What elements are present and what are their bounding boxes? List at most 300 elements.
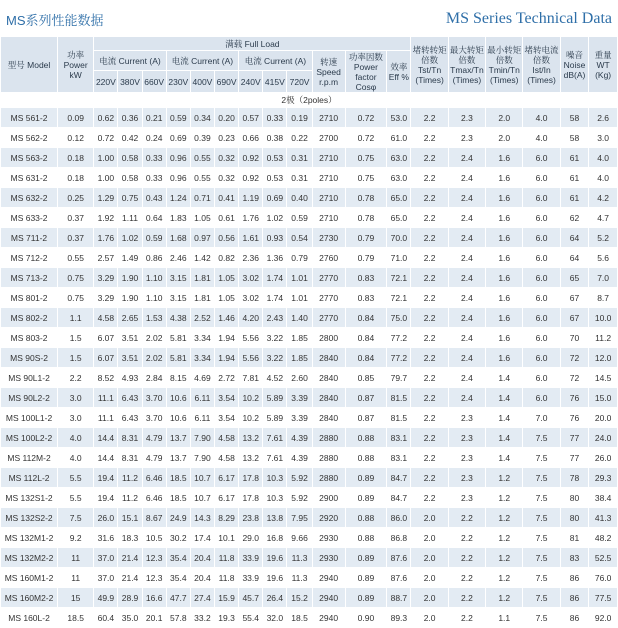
value-cell: 0.41 bbox=[215, 188, 239, 208]
value-cell: 2.3 bbox=[448, 468, 485, 488]
value-cell: 0.96 bbox=[166, 168, 190, 188]
header-tmax: 最大转矩 倍数 Tmax/Tn (Times) bbox=[448, 37, 485, 93]
value-cell: 6.0 bbox=[523, 368, 560, 388]
value-cell: 2.2 bbox=[411, 368, 448, 388]
value-cell: 83.1 bbox=[387, 428, 411, 448]
value-cell: 0.56 bbox=[215, 228, 239, 248]
value-cell: 1.2 bbox=[486, 548, 523, 568]
value-cell: 11.8 bbox=[215, 568, 239, 588]
value-cell: 84.7 bbox=[387, 488, 411, 508]
value-cell: 0.42 bbox=[118, 128, 142, 148]
value-cell: 0.53 bbox=[263, 168, 287, 188]
value-cell: 2880 bbox=[312, 428, 345, 448]
value-cell: 0.58 bbox=[118, 148, 142, 168]
value-cell: 2.3 bbox=[448, 448, 485, 468]
value-cell: 18.5 bbox=[58, 608, 94, 628]
table-row bbox=[1, 248, 618, 268]
value-cell: 1.81 bbox=[190, 288, 214, 308]
model-cell: MS 132M2-2 bbox=[1, 548, 58, 568]
value-cell: 14.5 bbox=[589, 368, 618, 388]
value-cell: 72 bbox=[560, 368, 589, 388]
value-cell: 6.0 bbox=[523, 188, 560, 208]
value-cell: 7.5 bbox=[523, 588, 560, 608]
value-cell: 2710 bbox=[312, 188, 345, 208]
value-cell: 8.52 bbox=[94, 368, 118, 388]
model-cell: MS 711-2 bbox=[1, 228, 58, 248]
value-cell: 2.46 bbox=[166, 248, 190, 268]
value-cell: 0.89 bbox=[345, 488, 387, 508]
value-cell: 11.3 bbox=[287, 568, 312, 588]
value-cell: 7.0 bbox=[589, 268, 618, 288]
value-cell: 45.7 bbox=[239, 588, 263, 608]
value-cell: 2.84 bbox=[142, 368, 166, 388]
value-cell: 2.2 bbox=[411, 348, 448, 368]
value-cell: 77.2 bbox=[387, 348, 411, 368]
value-cell: 11.8 bbox=[215, 548, 239, 568]
table-row bbox=[1, 288, 618, 308]
value-cell: 61 bbox=[560, 168, 589, 188]
value-cell: 1.05 bbox=[215, 288, 239, 308]
value-cell: 0.75 bbox=[345, 148, 387, 168]
value-cell: 0.69 bbox=[166, 128, 190, 148]
value-cell: 1.68 bbox=[166, 228, 190, 248]
table-row bbox=[1, 428, 618, 448]
value-cell: 2.2 bbox=[411, 288, 448, 308]
spec-table bbox=[0, 36, 618, 628]
model-cell: MS 801-2 bbox=[1, 288, 58, 308]
value-cell: 0.72 bbox=[345, 128, 387, 148]
value-cell: 11.2 bbox=[589, 328, 618, 348]
value-cell: 5.81 bbox=[166, 348, 190, 368]
value-cell: 13.2 bbox=[239, 428, 263, 448]
value-cell: 80 bbox=[560, 488, 589, 508]
value-cell: 24.9 bbox=[166, 508, 190, 528]
value-cell: 2.2 bbox=[448, 548, 485, 568]
value-cell: 0.79 bbox=[345, 248, 387, 268]
value-cell: 0.21 bbox=[142, 108, 166, 128]
value-cell: 7.5 bbox=[58, 508, 94, 528]
value-cell: 6.0 bbox=[523, 348, 560, 368]
value-cell: 2.2 bbox=[411, 428, 448, 448]
value-cell: 0.20 bbox=[215, 108, 239, 128]
value-cell: 2.0 bbox=[411, 528, 448, 548]
value-cell: 76 bbox=[560, 388, 589, 408]
value-cell: 2.2 bbox=[448, 588, 485, 608]
value-cell: 0.32 bbox=[215, 148, 239, 168]
value-cell: 0.58 bbox=[118, 168, 142, 188]
value-cell: 1.94 bbox=[215, 348, 239, 368]
header-tmin: 最小转矩 倍数 Tmin/Tn (Times) bbox=[486, 37, 523, 93]
value-cell: 2.2 bbox=[411, 468, 448, 488]
value-cell: 57.8 bbox=[166, 608, 190, 628]
value-cell: 5.92 bbox=[287, 488, 312, 508]
value-cell: 3.70 bbox=[142, 408, 166, 428]
value-cell: 58 bbox=[560, 108, 589, 128]
value-cell: 8.15 bbox=[166, 368, 190, 388]
header-voltage-220: 220V bbox=[94, 71, 118, 93]
value-cell: 0.33 bbox=[263, 108, 287, 128]
value-cell: 0.19 bbox=[287, 108, 312, 128]
value-cell: 1.29 bbox=[94, 188, 118, 208]
value-cell: 77 bbox=[560, 428, 589, 448]
header-voltage-690: 690V bbox=[215, 71, 239, 93]
value-cell: 2.02 bbox=[142, 328, 166, 348]
table-row bbox=[1, 368, 618, 388]
value-cell: 9.2 bbox=[58, 528, 94, 548]
value-cell: 14.4 bbox=[94, 428, 118, 448]
value-cell: 15.2 bbox=[287, 588, 312, 608]
value-cell: 2.2 bbox=[411, 208, 448, 228]
value-cell: 17.8 bbox=[239, 468, 263, 488]
value-cell: 2.72 bbox=[215, 368, 239, 388]
value-cell: 1.4 bbox=[486, 408, 523, 428]
value-cell: 1.5 bbox=[58, 348, 94, 368]
value-cell: 0.34 bbox=[190, 108, 214, 128]
model-cell: MS 160M1-2 bbox=[1, 568, 58, 588]
value-cell: 4.38 bbox=[166, 308, 190, 328]
value-cell: 2.3 bbox=[448, 428, 485, 448]
value-cell: 2880 bbox=[312, 448, 345, 468]
value-cell: 4.0 bbox=[589, 168, 618, 188]
header-noise: 噪音 Noise dB(A) bbox=[560, 37, 589, 93]
value-cell: 10.3 bbox=[263, 488, 287, 508]
value-cell: 2.4 bbox=[448, 248, 485, 268]
value-cell: 0.88 bbox=[345, 508, 387, 528]
value-cell: 2710 bbox=[312, 108, 345, 128]
value-cell: 3.51 bbox=[118, 348, 142, 368]
value-cell: 7.5 bbox=[523, 428, 560, 448]
value-cell: 0.54 bbox=[287, 228, 312, 248]
table-row bbox=[1, 388, 618, 408]
value-cell: 1.6 bbox=[486, 348, 523, 368]
value-cell: 2.0 bbox=[411, 588, 448, 608]
table-row bbox=[1, 528, 618, 548]
value-cell: 7.90 bbox=[190, 448, 214, 468]
value-cell: 1.4 bbox=[486, 388, 523, 408]
value-cell: 3.39 bbox=[287, 408, 312, 428]
value-cell: 1.2 bbox=[486, 528, 523, 548]
value-cell: 1.6 bbox=[486, 228, 523, 248]
value-cell: 3.02 bbox=[239, 288, 263, 308]
value-cell: 15.9 bbox=[215, 588, 239, 608]
table-row bbox=[1, 268, 618, 288]
value-cell: 2.43 bbox=[263, 308, 287, 328]
value-cell: 1.6 bbox=[486, 188, 523, 208]
value-cell: 63.0 bbox=[387, 168, 411, 188]
value-cell: 6.11 bbox=[190, 408, 214, 428]
value-cell: 0.78 bbox=[345, 208, 387, 228]
value-cell: 20.0 bbox=[589, 408, 618, 428]
value-cell: 86.0 bbox=[387, 508, 411, 528]
value-cell: 72.1 bbox=[387, 268, 411, 288]
model-cell: MS 112M-2 bbox=[1, 448, 58, 468]
value-cell: 0.89 bbox=[345, 468, 387, 488]
value-cell: 4.7 bbox=[589, 208, 618, 228]
value-cell: 11 bbox=[58, 568, 94, 588]
model-cell: MS 160L-2 bbox=[1, 608, 58, 628]
value-cell: 1.6 bbox=[486, 328, 523, 348]
value-cell: 1.6 bbox=[486, 208, 523, 228]
value-cell: 65.0 bbox=[387, 208, 411, 228]
value-cell: 4.39 bbox=[287, 448, 312, 468]
value-cell: 2.4 bbox=[448, 268, 485, 288]
table-row bbox=[1, 168, 618, 188]
value-cell: 13.7 bbox=[166, 448, 190, 468]
value-cell: 83 bbox=[560, 548, 589, 568]
value-cell: 1.94 bbox=[215, 328, 239, 348]
value-cell: 0.32 bbox=[215, 168, 239, 188]
value-cell: 2.0 bbox=[486, 108, 523, 128]
value-cell: 4.58 bbox=[215, 428, 239, 448]
value-cell: 10.3 bbox=[263, 468, 287, 488]
value-cell: 21.4 bbox=[118, 568, 142, 588]
value-cell: 61 bbox=[560, 188, 589, 208]
value-cell: 55.4 bbox=[239, 608, 263, 628]
value-cell: 0.72 bbox=[94, 128, 118, 148]
value-cell: 6.46 bbox=[142, 488, 166, 508]
value-cell: 86.8 bbox=[387, 528, 411, 548]
value-cell: 7.61 bbox=[263, 428, 287, 448]
value-cell: 77.5 bbox=[589, 588, 618, 608]
value-cell: 10.7 bbox=[190, 468, 214, 488]
value-cell: 87.6 bbox=[387, 548, 411, 568]
value-cell: 3.34 bbox=[190, 348, 214, 368]
value-cell: 11.2 bbox=[118, 468, 142, 488]
value-cell: 5.89 bbox=[263, 388, 287, 408]
value-cell: 29.3 bbox=[589, 468, 618, 488]
value-cell: 0.33 bbox=[142, 168, 166, 188]
value-cell: 1.42 bbox=[190, 248, 214, 268]
value-cell: 86 bbox=[560, 568, 589, 588]
value-cell: 0.62 bbox=[94, 108, 118, 128]
value-cell: 2.2 bbox=[448, 508, 485, 528]
value-cell: 6.11 bbox=[190, 388, 214, 408]
value-cell: 1.90 bbox=[118, 288, 142, 308]
value-cell: 1.00 bbox=[94, 168, 118, 188]
value-cell: 2700 bbox=[312, 128, 345, 148]
value-cell: 63.0 bbox=[387, 148, 411, 168]
value-cell: 10.6 bbox=[166, 408, 190, 428]
value-cell: 3.22 bbox=[263, 348, 287, 368]
header-voltage-240: 240V bbox=[239, 71, 263, 93]
value-cell: 2.2 bbox=[411, 228, 448, 248]
table-row bbox=[1, 408, 618, 428]
value-cell: 72.1 bbox=[387, 288, 411, 308]
value-cell: 0.79 bbox=[345, 228, 387, 248]
value-cell: 0.12 bbox=[58, 128, 94, 148]
value-cell: 2.2 bbox=[411, 268, 448, 288]
value-cell: 67 bbox=[560, 308, 589, 328]
model-cell: MS 712-2 bbox=[1, 248, 58, 268]
value-cell: 8.31 bbox=[118, 448, 142, 468]
value-cell: 2.0 bbox=[411, 548, 448, 568]
value-cell: 87.6 bbox=[387, 568, 411, 588]
value-cell: 0.18 bbox=[58, 168, 94, 188]
value-cell: 2.2 bbox=[448, 608, 485, 628]
value-cell: 4.58 bbox=[94, 308, 118, 328]
table-row bbox=[1, 488, 618, 508]
value-cell: 16.6 bbox=[142, 588, 166, 608]
value-cell: 71.0 bbox=[387, 248, 411, 268]
value-cell: 80 bbox=[560, 508, 589, 528]
value-cell: 6.0 bbox=[523, 268, 560, 288]
value-cell: 1.02 bbox=[263, 208, 287, 228]
value-cell: 2710 bbox=[312, 208, 345, 228]
value-cell: 60.4 bbox=[94, 608, 118, 628]
value-cell: 2.0 bbox=[411, 608, 448, 628]
value-cell: 0.66 bbox=[239, 128, 263, 148]
value-cell: 1.85 bbox=[287, 348, 312, 368]
value-cell: 11 bbox=[58, 548, 94, 568]
value-cell: 1.01 bbox=[287, 288, 312, 308]
value-cell: 7.5 bbox=[523, 608, 560, 628]
value-cell: 2.2 bbox=[411, 388, 448, 408]
value-cell: 1.49 bbox=[118, 248, 142, 268]
value-cell: 70.0 bbox=[387, 228, 411, 248]
value-cell: 1.10 bbox=[142, 288, 166, 308]
value-cell: 0.22 bbox=[287, 128, 312, 148]
model-cell: MS 90L2-2 bbox=[1, 388, 58, 408]
value-cell: 0.89 bbox=[345, 588, 387, 608]
header-model: 型号 Model bbox=[1, 37, 58, 93]
model-cell: MS 633-2 bbox=[1, 208, 58, 228]
value-cell: 2710 bbox=[312, 148, 345, 168]
value-cell: 11.1 bbox=[94, 408, 118, 428]
value-cell: 0.84 bbox=[345, 348, 387, 368]
value-cell: 2.3 bbox=[448, 108, 485, 128]
value-cell: 0.83 bbox=[345, 288, 387, 308]
value-cell: 2.4 bbox=[448, 388, 485, 408]
value-cell: 0.84 bbox=[345, 328, 387, 348]
value-cell: 1.4 bbox=[486, 368, 523, 388]
value-cell: 0.87 bbox=[345, 388, 387, 408]
value-cell: 0.88 bbox=[345, 428, 387, 448]
header-efficiency: 效率 Eff % bbox=[387, 51, 411, 93]
value-cell: 0.96 bbox=[166, 148, 190, 168]
value-cell: 0.89 bbox=[345, 568, 387, 588]
value-cell: 11.2 bbox=[118, 488, 142, 508]
value-cell: 1.19 bbox=[239, 188, 263, 208]
value-cell: 2770 bbox=[312, 308, 345, 328]
header-speed: 转速 Speed r.p.m bbox=[312, 51, 345, 93]
value-cell: 47.7 bbox=[166, 588, 190, 608]
table-row bbox=[1, 148, 618, 168]
value-cell: 2.2 bbox=[411, 488, 448, 508]
value-cell: 1.11 bbox=[118, 208, 142, 228]
table-row bbox=[1, 108, 618, 128]
value-cell: 38.4 bbox=[589, 488, 618, 508]
value-cell: 0.86 bbox=[142, 248, 166, 268]
value-cell: 6.0 bbox=[523, 328, 560, 348]
header-voltage-230: 230V bbox=[166, 71, 190, 93]
value-cell: 0.88 bbox=[345, 448, 387, 468]
value-cell: 61.0 bbox=[387, 128, 411, 148]
value-cell: 29.0 bbox=[239, 528, 263, 548]
value-cell: 1.05 bbox=[190, 208, 214, 228]
value-cell: 2840 bbox=[312, 408, 345, 428]
value-cell: 3.0 bbox=[58, 388, 94, 408]
value-cell: 2.4 bbox=[448, 228, 485, 248]
value-cell: 1.6 bbox=[486, 268, 523, 288]
value-cell: 28.9 bbox=[118, 588, 142, 608]
value-cell: 0.93 bbox=[263, 228, 287, 248]
value-cell: 6.0 bbox=[523, 288, 560, 308]
value-cell: 1.76 bbox=[94, 228, 118, 248]
value-cell: 19.6 bbox=[263, 548, 287, 568]
value-cell: 1.02 bbox=[118, 228, 142, 248]
header-voltage-720: 720V bbox=[287, 71, 312, 93]
model-cell: MS 562-2 bbox=[1, 128, 58, 148]
value-cell: 65.0 bbox=[387, 188, 411, 208]
value-cell: 1.46 bbox=[215, 308, 239, 328]
value-cell: 4.0 bbox=[589, 148, 618, 168]
value-cell: 2.4 bbox=[448, 168, 485, 188]
value-cell: 92.0 bbox=[589, 608, 618, 628]
value-cell: 4.0 bbox=[58, 428, 94, 448]
value-cell: 1.74 bbox=[263, 268, 287, 288]
value-cell: 26.0 bbox=[589, 448, 618, 468]
value-cell: 79.7 bbox=[387, 368, 411, 388]
value-cell: 2800 bbox=[312, 328, 345, 348]
value-cell: 0.37 bbox=[58, 208, 94, 228]
value-cell: 1.4 bbox=[486, 428, 523, 448]
value-cell: 1.90 bbox=[118, 268, 142, 288]
value-cell: 10.5 bbox=[142, 528, 166, 548]
header-ist: 堵转电流 倍数 Ist/In (Times) bbox=[523, 37, 560, 93]
value-cell: 2.60 bbox=[287, 368, 312, 388]
value-cell: 2900 bbox=[312, 488, 345, 508]
value-cell: 7.81 bbox=[239, 368, 263, 388]
value-cell: 4.0 bbox=[523, 108, 560, 128]
value-cell: 1.1 bbox=[58, 308, 94, 328]
value-cell: 4.58 bbox=[215, 448, 239, 468]
value-cell: 3.51 bbox=[118, 328, 142, 348]
value-cell: 37.0 bbox=[94, 548, 118, 568]
value-cell: 15 bbox=[58, 588, 94, 608]
value-cell: 65 bbox=[560, 268, 589, 288]
value-cell: 4.69 bbox=[190, 368, 214, 388]
value-cell: 6.0 bbox=[523, 148, 560, 168]
value-cell: 1.2 bbox=[486, 468, 523, 488]
value-cell: 0.33 bbox=[142, 148, 166, 168]
value-cell: 3.22 bbox=[263, 328, 287, 348]
value-cell: 19.4 bbox=[94, 468, 118, 488]
table-row bbox=[1, 188, 618, 208]
value-cell: 0.71 bbox=[190, 188, 214, 208]
value-cell: 2.2 bbox=[411, 328, 448, 348]
value-cell: 10.6 bbox=[166, 388, 190, 408]
header-tst: 堵转转矩 倍数 Tst/Tn (Times) bbox=[411, 37, 448, 93]
value-cell: 5.5 bbox=[58, 488, 94, 508]
value-cell: 0.75 bbox=[58, 268, 94, 288]
value-cell: 64 bbox=[560, 228, 589, 248]
value-cell: 83.1 bbox=[387, 448, 411, 468]
value-cell: 14.3 bbox=[190, 508, 214, 528]
value-cell: 2880 bbox=[312, 468, 345, 488]
value-cell: 6.0 bbox=[523, 388, 560, 408]
header-voltage-660: 660V bbox=[142, 71, 166, 93]
value-cell: 0.82 bbox=[215, 248, 239, 268]
value-cell: 2.0 bbox=[411, 508, 448, 528]
value-cell: 0.59 bbox=[287, 208, 312, 228]
value-cell: 26.4 bbox=[263, 588, 287, 608]
header-current-group-1: 电流 Current (A) bbox=[94, 51, 166, 71]
value-cell: 6.43 bbox=[118, 388, 142, 408]
value-cell: 0.38 bbox=[263, 128, 287, 148]
value-cell: 1.40 bbox=[287, 308, 312, 328]
header-power: 功率 Power kW bbox=[58, 37, 94, 93]
value-cell: 14.4 bbox=[94, 448, 118, 468]
